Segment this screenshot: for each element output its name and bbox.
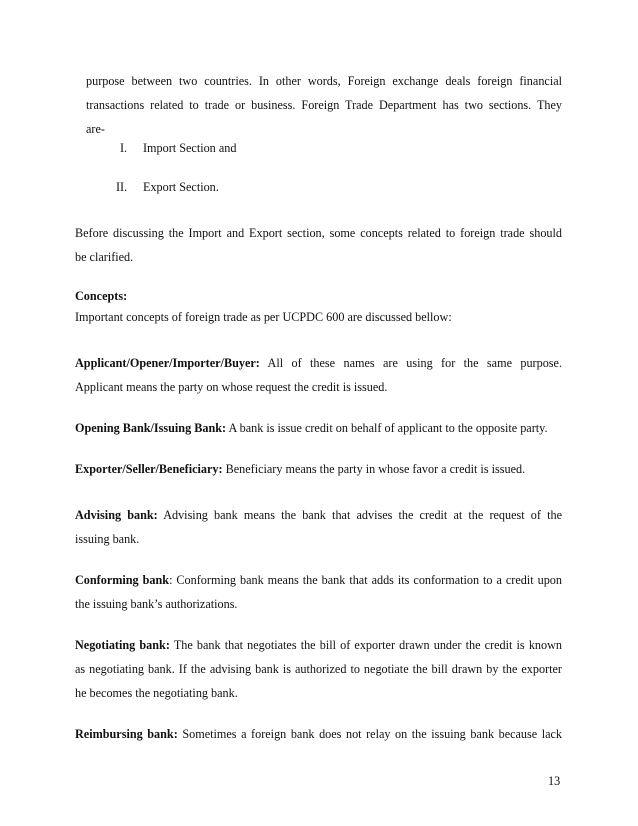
definition-opening-line: [75, 416, 565, 440]
definition-term: Negotiating bank:: [75, 638, 170, 652]
definition-text: The bank that negotiates the bill of exporter drawn under the credit is known: [173, 638, 562, 652]
definition-text: Advising bank means the bank that advises the credit at the request of the: [163, 508, 562, 522]
list-item-label: Import Section and: [143, 141, 237, 155]
definition-text: : Conforming bank means the bank that adds its conformation to a credit upon: [169, 573, 562, 587]
definition-applicant-line-1: [75, 351, 562, 375]
definition-text: Sometimes a foreign bank does not relay on the issuing bank because lack: [182, 727, 563, 741]
list-numeral: I.: [120, 141, 128, 155]
definition-opening-bank: [75, 416, 565, 440]
definition-conforming-line-2: the issuing bank’s authorizations.: [75, 597, 238, 611]
definition-advising-line-2: issuing bank.: [75, 532, 140, 546]
list-item-label: Export Section.: [143, 180, 219, 194]
definition-term: Exporter/Seller/Beneficiary:: [75, 462, 223, 476]
concepts-block: [75, 285, 562, 327]
definition-negotiating-line-3: he becomes the negotiating bank.: [75, 686, 238, 700]
intro-line-2: transactions related to trade or business. Foreign Trade Department has two sections. They: [86, 98, 562, 112]
intro-paragraph: [86, 69, 562, 141]
definition-applicant-line-2: Applicant means the party on whose request the credit is issued.: [75, 380, 388, 394]
concepts-intro: Important concepts of foreign trade as per UCPDC 600 are discussed bellow:: [75, 310, 452, 324]
definition-negotiating-bank: [75, 633, 562, 705]
definition-conforming-line-1: [75, 568, 562, 592]
definition-negotiating-line-1: [75, 633, 562, 657]
definition-text: All of these names are using for the same purpose.: [267, 356, 562, 370]
definition-conforming-bank: [75, 568, 562, 616]
definition-term: Applicant/Opener/Importer/Buyer:: [75, 356, 260, 370]
definition-term: Opening Bank/Issuing Bank:: [75, 421, 227, 435]
definition-term: Reimbursing bank:: [75, 727, 178, 741]
before-line-2: be clarified.: [75, 250, 134, 264]
intro-line-3: are-: [86, 122, 105, 136]
definition-exporter: [75, 457, 562, 481]
definition-advising-line-1: [75, 503, 562, 527]
list-numeral: II.: [116, 180, 128, 194]
definition-term: Advising bank:: [75, 508, 158, 522]
page-number: 13: [548, 774, 561, 788]
definition-text: A bank is issue credit on behalf of applicant to the opposite party.: [228, 421, 548, 435]
before-line-1: Before discussing the Import and Export section, some concepts related to foreign trade should: [75, 226, 562, 240]
definition-advising-bank: [75, 503, 562, 551]
intro-line-1: purpose between two countries. In other words, Foreign exchange deals foreign financial: [86, 74, 562, 88]
definition-reimbursing-line-1: [75, 722, 562, 746]
definition-reimbursing-bank: [75, 722, 562, 746]
definition-negotiating-line-2: as negotiating bank. If the advising bank is authorized to negotiate the bill drawn by the exporter: [75, 662, 562, 676]
before-paragraph: [75, 221, 562, 269]
definition-applicant: [75, 351, 562, 399]
concepts-heading: Concepts:: [75, 289, 128, 303]
definition-text: Beneficiary means the party in whose favor a credit is issued.: [225, 462, 526, 476]
definition-exporter-line: [75, 457, 562, 481]
definition-term: Conforming bank: [75, 573, 170, 587]
